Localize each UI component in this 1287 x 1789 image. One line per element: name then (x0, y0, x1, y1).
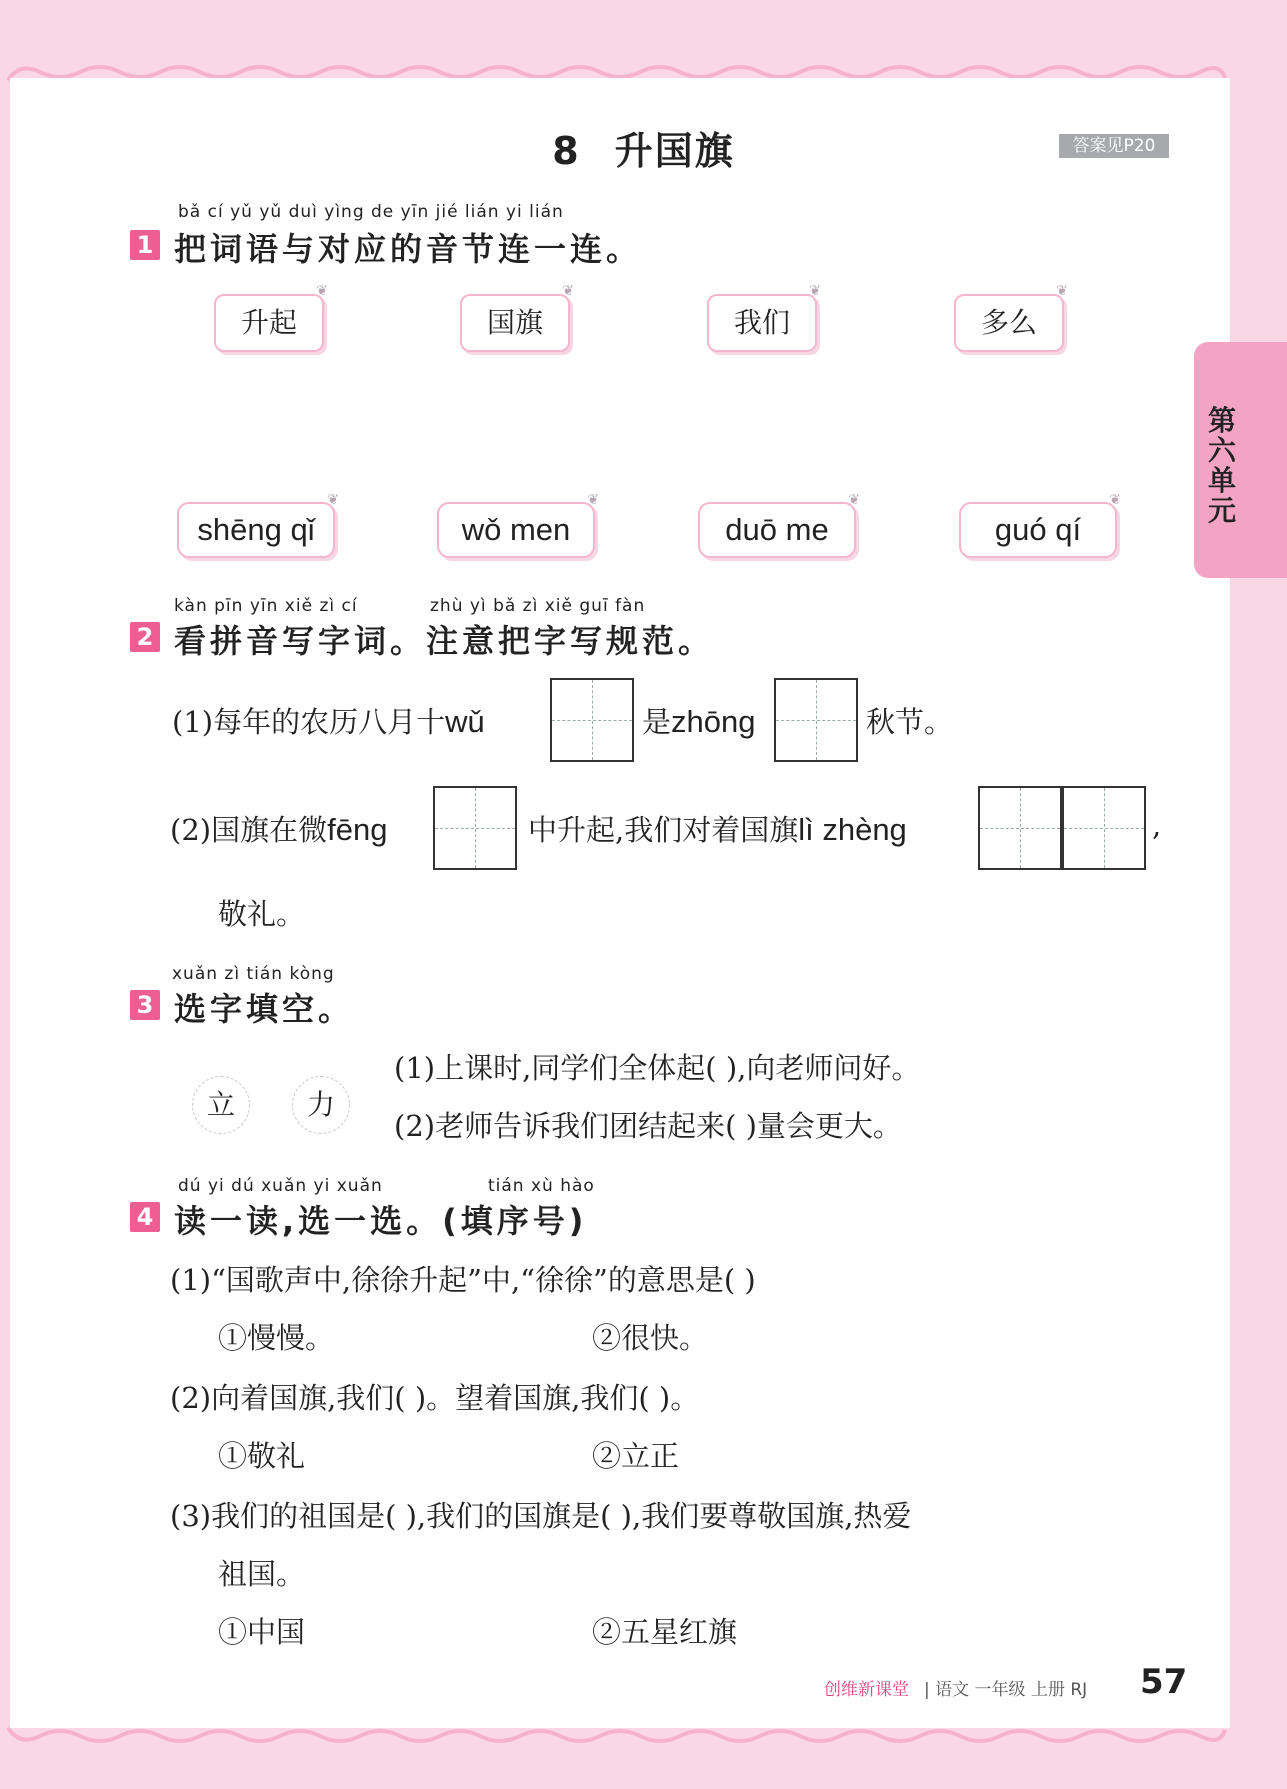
q4-option-3b: ②五星红旗 (592, 1615, 738, 1649)
syllable-card[interactable] (437, 491, 599, 558)
writing-grid[interactable] (1062, 786, 1146, 870)
q4-option-1b: ②很快。 (592, 1321, 709, 1355)
q4-option-1a: ①慢慢。 (218, 1321, 335, 1355)
q3-sentence-2: (2)老师告诉我们团结起来( )量会更大。 (394, 1109, 902, 1143)
q4-instruction: 读一读,选一选。(填序号) (174, 1202, 588, 1240)
q3-sentence-1: (1)上课时,同学们全体起( ),向老师问好。 (394, 1051, 921, 1085)
q2-line-2-a: (2)国旗在微fēng (170, 812, 388, 847)
q2-instruction: 看拼音写字词。注意把字写规范。 (174, 622, 715, 660)
q4-pinyin-b: tián xù hào (488, 1176, 595, 1196)
q4-option-2a: ①敬礼 (218, 1439, 306, 1473)
brand-name: 创维新课堂 (824, 1680, 909, 1700)
syllable-text: duō me (725, 512, 829, 547)
q4-sentence-2: (2)向着国旗,我们( )。望着国旗,我们( )。 (170, 1381, 700, 1415)
syllable-card[interactable] (959, 491, 1121, 558)
q1-number-badge: 1 (130, 230, 160, 260)
q4-sentence-3: (3)我们的祖国是( ),我们的国旗是( ),我们要尊敬国旗,热爱 (170, 1499, 912, 1533)
writing-grid[interactable] (433, 786, 517, 870)
syllable-text: guó qí (994, 512, 1082, 547)
writing-grid[interactable] (550, 678, 634, 762)
q3-instruction: 选字填空。 (174, 990, 355, 1028)
word-card[interactable] (460, 283, 574, 352)
q2-number-badge: 2 (130, 622, 160, 652)
q4-option-3a: ①中国 (218, 1615, 306, 1649)
bow-icon: ❦ (327, 491, 339, 507)
option-char[interactable]: 力 (292, 1076, 350, 1134)
word-card[interactable] (214, 283, 328, 352)
bow-icon: ❦ (316, 283, 328, 299)
word-text: 多么 (980, 306, 1037, 339)
q3-number-badge: 3 (130, 990, 160, 1020)
bow-icon: ❦ (562, 283, 574, 299)
word-text: 升起 (240, 306, 297, 339)
q4-sentence-3-cont: 祖国。 (218, 1557, 306, 1591)
bow-icon: ❦ (1056, 283, 1068, 299)
option-char[interactable]: 立 (192, 1076, 250, 1134)
q2-line-2-b: 中升起,我们对着国旗lì zhèng (528, 812, 907, 847)
bow-icon: ❦ (809, 283, 821, 299)
q4-option-2b: ②立正 (592, 1439, 680, 1473)
unit-tab-label: 第六单元 (1208, 404, 1237, 527)
word-text: 国旗 (486, 306, 543, 339)
q1-pinyin: bǎ cí yǔ yǔ duì yìng de yīn jié lián yi lián (178, 202, 564, 222)
q2-line-2-c: , (1152, 808, 1162, 842)
q1-instruction: 把词语与对应的音节连一连。 (174, 230, 643, 268)
bow-icon: ❦ (1109, 491, 1121, 507)
q2-pinyin-a: kàn pīn yīn xiě zì cí (174, 596, 358, 616)
q4-pinyin-a: dú yi dú xuǎn yi xuǎn (178, 1176, 383, 1196)
word-text: 我们 (733, 306, 790, 339)
q2-pinyin-b: zhù yì bǎ zì xiě guī fàn (430, 596, 646, 616)
q2-line-1-b: 是zhōng (642, 704, 756, 739)
q2-line-2-d: 敬礼。 (218, 897, 306, 931)
q4-number-badge: 4 (130, 1202, 160, 1232)
lesson-name: 升国旗 (614, 129, 735, 173)
lesson-number: 8 (552, 129, 581, 173)
syllable-text: wǒ men (461, 512, 571, 547)
syllable-card[interactable] (177, 491, 339, 558)
page-number: 57 (1140, 1662, 1188, 1702)
syllable-text: shēng qǐ (197, 512, 315, 547)
q2-line-1-c: 秋节。 (866, 705, 954, 739)
q2-line-1-a: (1)每年的农历八月十wǔ (172, 704, 485, 739)
word-card[interactable] (707, 283, 821, 352)
answer-reference-badge: 答案见P20 (1059, 134, 1169, 158)
q4-sentence-1: (1)“国歌声中,徐徐升起”中,“徐徐”的意思是( ) (170, 1263, 756, 1297)
unit-side-tab (1194, 342, 1287, 578)
word-card[interactable] (954, 283, 1068, 352)
bow-icon: ❦ (587, 491, 599, 507)
syllable-card[interactable] (698, 491, 860, 558)
writing-grid[interactable] (978, 786, 1062, 870)
bow-icon: ❦ (848, 491, 860, 507)
q3-pinyin: xuǎn zì tián kòng (172, 964, 335, 984)
writing-grid[interactable] (774, 678, 858, 762)
book-info: | 语文 一年级 上册 RJ (924, 1680, 1088, 1700)
